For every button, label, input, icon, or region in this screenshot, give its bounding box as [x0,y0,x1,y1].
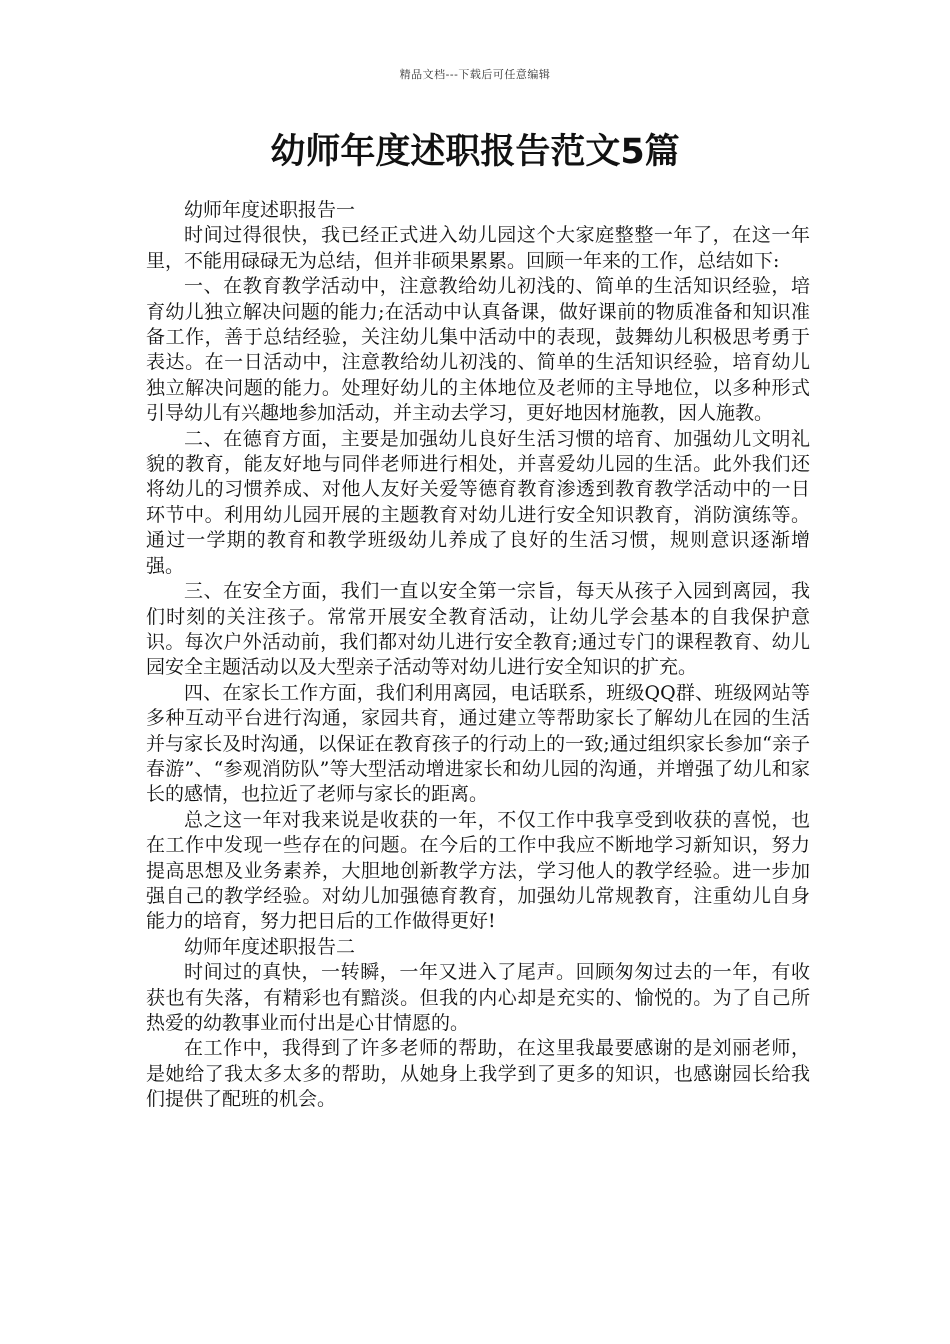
document-body [146,198,810,1113]
section-heading-report-2: 幼师年度述职报告二 [184,935,356,958]
paragraph-teaching: 一、在教育教学活动中，注意教给幼儿初浅的、简单的生活知识经验，培育幼儿独立解决问题的能力;在活动中认真备课，做好课前的物质准备和知识准备工作，善于总结经验，关注幼儿集中活动中的表现，鼓舞幼儿积极思考勇于表达。在一日活动中，注意教给幼儿初浅的、简单的生活知识经验，培育幼儿独立解决问题的能力。处理好幼儿的主体地位及老师的主导地位，以多种形式引导幼儿有兴趣地参加活动，并主动去学习，更好地因材施教，因人施教。 [146,275,810,425]
paragraph-intro: 时间过得很快，我已经正式进入幼儿园这个大家庭整整一年了，在这一年里，不能用碌碌无为总结，但并非硕果累累。回顾一年来的工作，总结如下: [146,224,810,272]
paragraph-year-review: 时间过的真快，一转瞬，一年又进入了尾声。回顾匆匆过去的一年，有收获也有失落，有精彩也有黯淡。但我的内心却是充实的、愉悦的。为了自己所热爱的幼教事业而付出是心甘情愿的。 [146,961,810,1034]
paragraph-moral-education: 二、在德育方面，主要是加强幼儿良好生活习惯的培育、加强幼儿文明礼貌的教育，能友好地与同伴老师进行相处，并喜爱幼儿园的生活。此外我们还将幼儿的习惯养成、对他人友好关爱等德育教育渗透到教育教学活动中的一日环节中。利用幼儿园开展的主题教育对幼儿进行安全知识教育，消防演练等。通过一学期的教育和教学班级幼儿养成了良好的生活习惯，规则意识逐渐增强。 [146,427,810,577]
paragraph-summary: 总之这一年对我来说是收获的一年，不仅工作中我享受到收获的喜悦，也在工作中发现一些存在的问题。在今后的工作中我应不断地学习新知识，努力提高思想及业务素养，大胆地创新教学方法，学习他人的教学经验。进一步加强自己的教学经验。对幼儿加强德育教育，加强幼儿常规教育，注重幼儿自身能力的培育，努力把日后的工作做得更好! [146,808,810,933]
header-note: 精品文档---下载后可任意编辑 [399,68,551,81]
paragraph-safety: 三、在安全方面，我们一直以安全第一宗旨，每天从孩子入园到离园，我们时刻的关注孩子。常常开展安全教育活动，让幼儿学会基本的自我保护意识。每次户外活动前，我们都对幼儿进行安全教育;通过专门的课程教育、幼儿园安全主题活动以及大型亲子活动等对幼儿进行安全知识的扩充。 [146,580,810,679]
document-title: 幼师年度述职报告范文5篇 [270,132,680,172]
paragraph-thanks: 在工作中，我得到了许多老师的帮助，在这里我最要感谢的是刘丽老师，是她给了我太多太多的帮助，从她身上我学到了更多的知识，也感谢园长给我们提供了配班的机会。 [146,1037,810,1111]
paragraph-parents: 四、在家长工作方面，我们利用离园，电话联系，班级QQ群、班级网站等多种互动平台进行沟通，家园共育，通过建立等帮助家长了解幼儿在园的生活并与家长及时沟通，以保证在教育孩子的行动上的一致;通过组织家长参加“亲子春游”、“参观消防队”等大型活动增进家长和幼儿园的沟通，并增强了幼儿和家长的感情，也拉近了老师与家长的距离。 [146,681,810,806]
section-heading-report-1: 幼师年度述职报告一 [184,199,356,221]
